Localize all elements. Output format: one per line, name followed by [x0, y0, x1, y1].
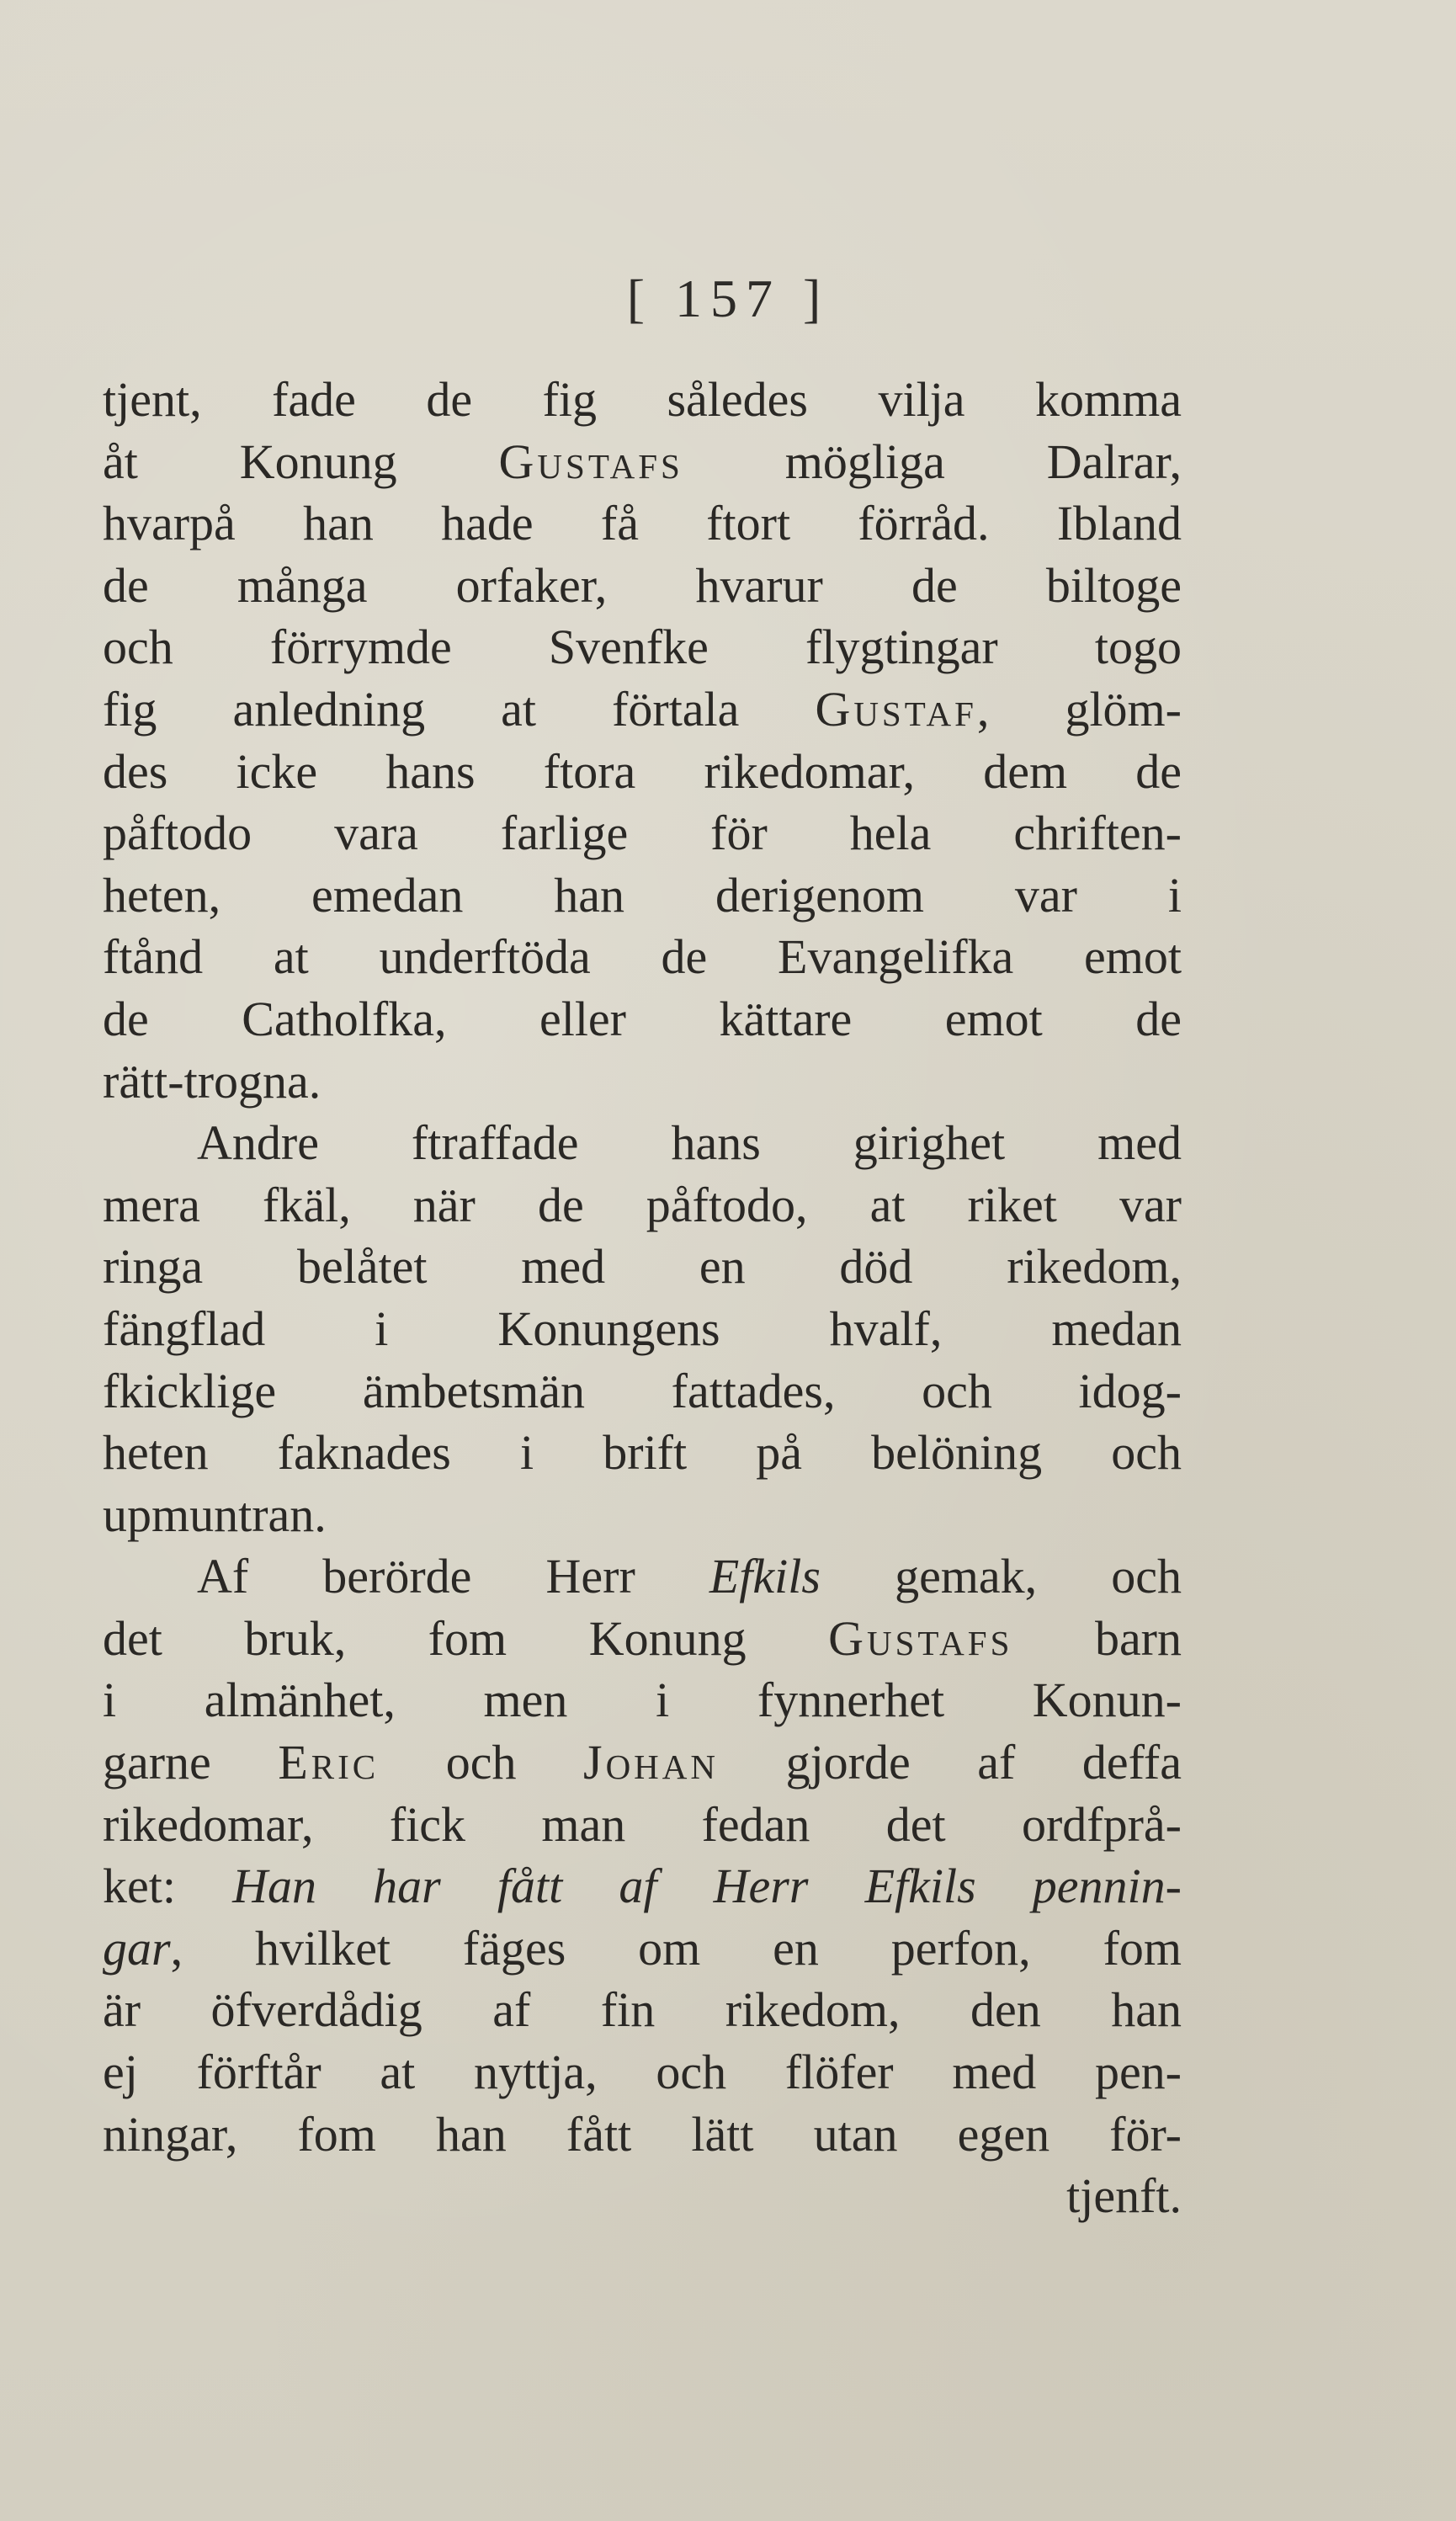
- text-line: [103, 678, 1182, 741]
- text-segment: i almänhet, men i fynnerhet Konun-: [103, 1673, 1182, 1728]
- text-segment: Andre ftraffade hans girighet med: [197, 1115, 1182, 1171]
- text-line: [103, 802, 1182, 864]
- text-segment: fkicklige ämbetsmän fattades, och idog-: [103, 1363, 1182, 1418]
- text-segment: , glöm-: [976, 681, 1182, 737]
- text-line: [103, 1298, 1182, 1360]
- text-segment: ftånd at underftöda de Evangelifka emot: [103, 929, 1182, 985]
- catchword: tjenft.: [1066, 2168, 1182, 2224]
- text-segment: hvarpå han hade få ftort förråd. Ibland: [103, 496, 1182, 551]
- text-segment: , hvilket fäges om en perfon, fom: [170, 1920, 1182, 1976]
- text-segment: gemak, och: [820, 1549, 1182, 1604]
- italic-text: gar: [103, 1920, 171, 1976]
- text-segment: och förrymde Svenfke flygtingar togo: [103, 620, 1182, 675]
- text-segment: rätt-trogna.: [103, 1053, 321, 1109]
- small-caps-name: Gustafs: [828, 1610, 1013, 1666]
- text-line: [103, 1608, 1182, 1670]
- text-segment: ej förftår at nyttja, och flöfer med pen-: [103, 2045, 1182, 2100]
- text-line: [103, 1360, 1182, 1423]
- text-line: [103, 2041, 1182, 2103]
- text-segment: upmuntran.: [103, 1487, 327, 1542]
- text-segment: mera fkäl, när de påftodo, at riket var: [103, 1177, 1182, 1232]
- italic-text: Efkils: [709, 1549, 821, 1604]
- text-segment: det bruk, fom Konung: [103, 1610, 829, 1666]
- text-segment: Af berörde Herr: [197, 1549, 709, 1604]
- text-segment: garne: [103, 1735, 279, 1790]
- text-line: [103, 1422, 1182, 1484]
- text-line: [103, 926, 1182, 988]
- small-caps-name: Eric: [278, 1735, 380, 1790]
- text-line: [103, 1545, 1182, 1608]
- text-segment: och: [379, 1735, 583, 1790]
- text-segment: barn: [1012, 1610, 1182, 1666]
- body-text: [103, 369, 1182, 2227]
- text-line: [103, 1236, 1182, 1298]
- text-segment: ningar, fom han fått lätt utan egen för-: [103, 2106, 1182, 2162]
- text-line: [103, 1669, 1182, 1731]
- text-segment: de många orfaker, hvarur de biltoge: [103, 557, 1182, 613]
- text-line: [103, 1050, 1182, 1113]
- text-line: [103, 1917, 1182, 1980]
- text-line: [103, 1979, 1182, 2041]
- text-line: [103, 1174, 1182, 1237]
- small-caps-name: Johan: [583, 1735, 720, 1790]
- text-line: [103, 1484, 1182, 1546]
- text-line: [103, 2103, 1182, 2166]
- text-segment: åt Konung: [103, 433, 499, 489]
- text-segment: fig anledning at förtala: [103, 681, 816, 737]
- page-number: [ 157 ]: [626, 269, 830, 328]
- text-line: [103, 492, 1182, 555]
- text-segment: des icke hans ftora rikedomar, dem de: [103, 743, 1182, 799]
- text-segment: heten, emedan han derigenom var i: [103, 867, 1182, 923]
- text-segment: fängflad i Konungens hvalf, medan: [103, 1300, 1182, 1356]
- small-caps-name: Gustafs: [498, 433, 683, 489]
- text-segment: gjorde af deffa: [719, 1735, 1182, 1790]
- italic-text: Han har fått af Herr Efkils pennin-: [232, 1859, 1182, 1914]
- text-line: [103, 1855, 1182, 1917]
- text-segment: ket:: [103, 1859, 233, 1914]
- text-line: [103, 1731, 1182, 1794]
- text-line: [103, 864, 1182, 927]
- text-segment: är öfverdådig af fin rikedom, den han: [103, 1982, 1182, 2038]
- text-line: [103, 1794, 1182, 1856]
- text-line: [103, 988, 1182, 1050]
- text-segment: tjent, fade de fig således vilja komma: [103, 372, 1182, 427]
- text-segment: ringa belåtet med en död rikedom,: [103, 1239, 1182, 1295]
- text-line: [103, 616, 1182, 678]
- small-caps-name: Gustaf: [815, 681, 977, 737]
- text-line: [103, 555, 1182, 617]
- text-segment: mögliga Dalrar,: [683, 433, 1182, 489]
- text-segment: de Catholfka, eller kättare emot de: [103, 991, 1182, 1046]
- text-segment: rikedomar, fick man fedan det ordfprå-: [103, 1796, 1182, 1852]
- text-segment: påftodo vara farlige för hela chriften-: [103, 806, 1182, 861]
- text-line: [103, 369, 1182, 431]
- text-line: [103, 741, 1182, 803]
- text-segment: heten faknades i brift på belöning och: [103, 1425, 1182, 1481]
- text-line: [103, 431, 1182, 493]
- text-line: [103, 1112, 1182, 1174]
